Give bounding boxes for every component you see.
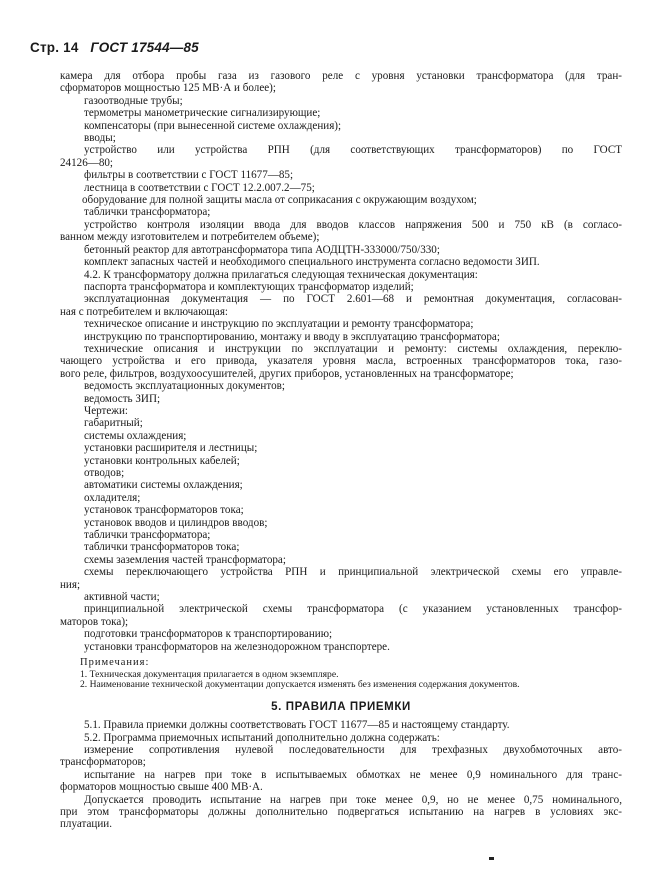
list-item: схемы переключающего устройства РПН и принципиальной электрической схемы его управле- bbox=[84, 566, 622, 579]
text-line: вого реле, фильтров, воздухоосушителей, других приборов, установленных на трансформаторе; bbox=[60, 367, 514, 380]
page-mark bbox=[489, 857, 494, 860]
text-line: плуатации. bbox=[60, 818, 113, 831]
list-item: схемы заземления частей трансформатора; bbox=[84, 553, 286, 566]
list-item: устройство или устройства РПН (для соответствующих трансформаторов) по ГОСТ bbox=[84, 144, 622, 157]
section-title: 5. ПРАВИЛА ПРИЕМКИ bbox=[271, 700, 411, 713]
list-item: бетонный реактор для автотрансформатора типа АОДЦТН-333000/750/330; bbox=[84, 243, 440, 256]
list-item: установки расширителя и лестницы; bbox=[84, 442, 258, 455]
list-item: ведомость эксплуатационных документов; bbox=[84, 380, 285, 393]
list-item: устройство контроля изоляции ввода для вводов классов напряжения 500 и 750 кВ (в согласо- bbox=[84, 218, 622, 231]
list-item: испытание на нагрев при токе в испытываемых обмотках не менее 0,9 номинального для транс- bbox=[84, 768, 622, 781]
list-item: термометры манометрические сигнализирующие; bbox=[84, 107, 321, 120]
text-line: маторов тока); bbox=[60, 615, 129, 628]
text-line: трансформаторов; bbox=[60, 756, 146, 769]
text-line: ния; bbox=[60, 578, 81, 591]
list-item: паспорта трансформатора и комплектующих трансформатор изделий; bbox=[84, 280, 414, 293]
list-item: габаритный; bbox=[84, 417, 143, 430]
page-number: Стр. 14 bbox=[30, 40, 79, 55]
clause-5-2: 5.2. Программа приемочных испытаний дополнительно должна содержать: bbox=[84, 731, 440, 744]
text-line: при этом трансформаторы должны дополнительно подвергаться испытанию на нагрев в условиях экс- bbox=[60, 805, 622, 818]
text-line: сформаторов мощностью 125 МВ·А и более); bbox=[60, 82, 276, 95]
list-item: установки контрольных кабелей; bbox=[84, 454, 240, 467]
list-item: принципиальной электрической схемы трансформатора (с указанием установленных трансфор- bbox=[84, 603, 622, 616]
text-line: ванном между изготовителем и потребителем объеме); bbox=[60, 231, 320, 244]
list-item: таблички трансформатора; bbox=[84, 529, 211, 542]
list-item: эксплуатационная документация — по ГОСТ 2.601—68 и ремонтная документация, согласован- bbox=[84, 293, 622, 306]
list-item: охладителя; bbox=[84, 491, 141, 504]
list-item: подготовки трансформаторов к транспортированию; bbox=[84, 628, 333, 641]
list-item: технические описания и инструкции по эксплуатации и ремонту: системы охлаждения, переклю- bbox=[84, 342, 622, 355]
drawings-heading: Чертежи: bbox=[84, 404, 128, 417]
notes-title: Примечания: bbox=[80, 657, 150, 669]
note-item: 1. Техническая документация прилагается в одном экземпляре. bbox=[80, 669, 339, 680]
list-item: вводы; bbox=[84, 132, 116, 145]
list-item: установки трансформаторов на железнодорожном транспортере. bbox=[84, 640, 390, 653]
list-item: таблички трансформатора; bbox=[84, 206, 211, 219]
document-body bbox=[60, 70, 622, 831]
text-line: ная с потребителем и включающая: bbox=[60, 305, 229, 318]
text-line: чающего устройства и его привода, указателя уровня масла, встроенных трансформаторов тока, газо- bbox=[60, 355, 622, 368]
list-item: таблички трансформаторов тока; bbox=[84, 541, 240, 554]
text-line: Допускается проводить испытание на нагрев при токе менее 0,9, но не менее 0,75 номинального, bbox=[84, 793, 622, 806]
page-header bbox=[30, 40, 199, 55]
list-item: установок трансформаторов тока; bbox=[84, 504, 244, 517]
text-line: форматоров мощностью свыше 400 МВ·А. bbox=[60, 781, 263, 794]
list-item: компенсаторы (при вынесенной системе охлаждения); bbox=[84, 119, 342, 132]
list-item: инструкцию по транспортированию, монтажу и вводу в эксплуатацию трансформатора; bbox=[84, 330, 500, 343]
text-line: 24126—80; bbox=[60, 156, 114, 169]
text-line: камера для отбора пробы газа из газового реле с уровня установки трансформатора (для тран- bbox=[60, 70, 622, 82]
list-item: техническое описание и инструкцию по эксплуатации и ремонту трансформатора; bbox=[84, 318, 474, 331]
list-item: газоотводные трубы; bbox=[84, 94, 183, 107]
standard-number: ГОСТ 17544—85 bbox=[90, 40, 199, 55]
list-item: системы охлаждения; bbox=[84, 429, 187, 442]
clause-4-2: 4.2. К трансформатору должна прилагаться следующая техническая документация: bbox=[84, 268, 478, 281]
list-item: ведомость ЗИП; bbox=[84, 392, 161, 405]
note-item: 2. Наименование технической документации допускается изменять без изменения содержания документов. bbox=[80, 680, 520, 691]
list-item: оборудование для полной защиты масла от соприкасания с окружающим воздухом; bbox=[82, 194, 477, 207]
list-item: установок вводов и цилиндров вводов; bbox=[84, 516, 268, 529]
list-item: лестница в соответствии с ГОСТ 12.2.007.2—75; bbox=[84, 181, 315, 194]
list-item: комплект запасных частей и необходимого специального инструмента согласно ведомости ЗИП. bbox=[84, 256, 540, 269]
list-item: отводов; bbox=[84, 467, 125, 479]
list-item: измерение сопротивления нулевой последовательности для трехфазных двухобмоточных авто- bbox=[84, 743, 622, 756]
list-item: автоматики системы охлаждения; bbox=[84, 479, 243, 492]
list-item: активной части; bbox=[84, 591, 160, 604]
list-item: фильтры в соответствии с ГОСТ 11677—85; bbox=[84, 169, 294, 182]
clause-5-1: 5.1. Правила приемки должны соответствовать ГОСТ 11677—85 и настоящему стандарту. bbox=[84, 719, 510, 732]
